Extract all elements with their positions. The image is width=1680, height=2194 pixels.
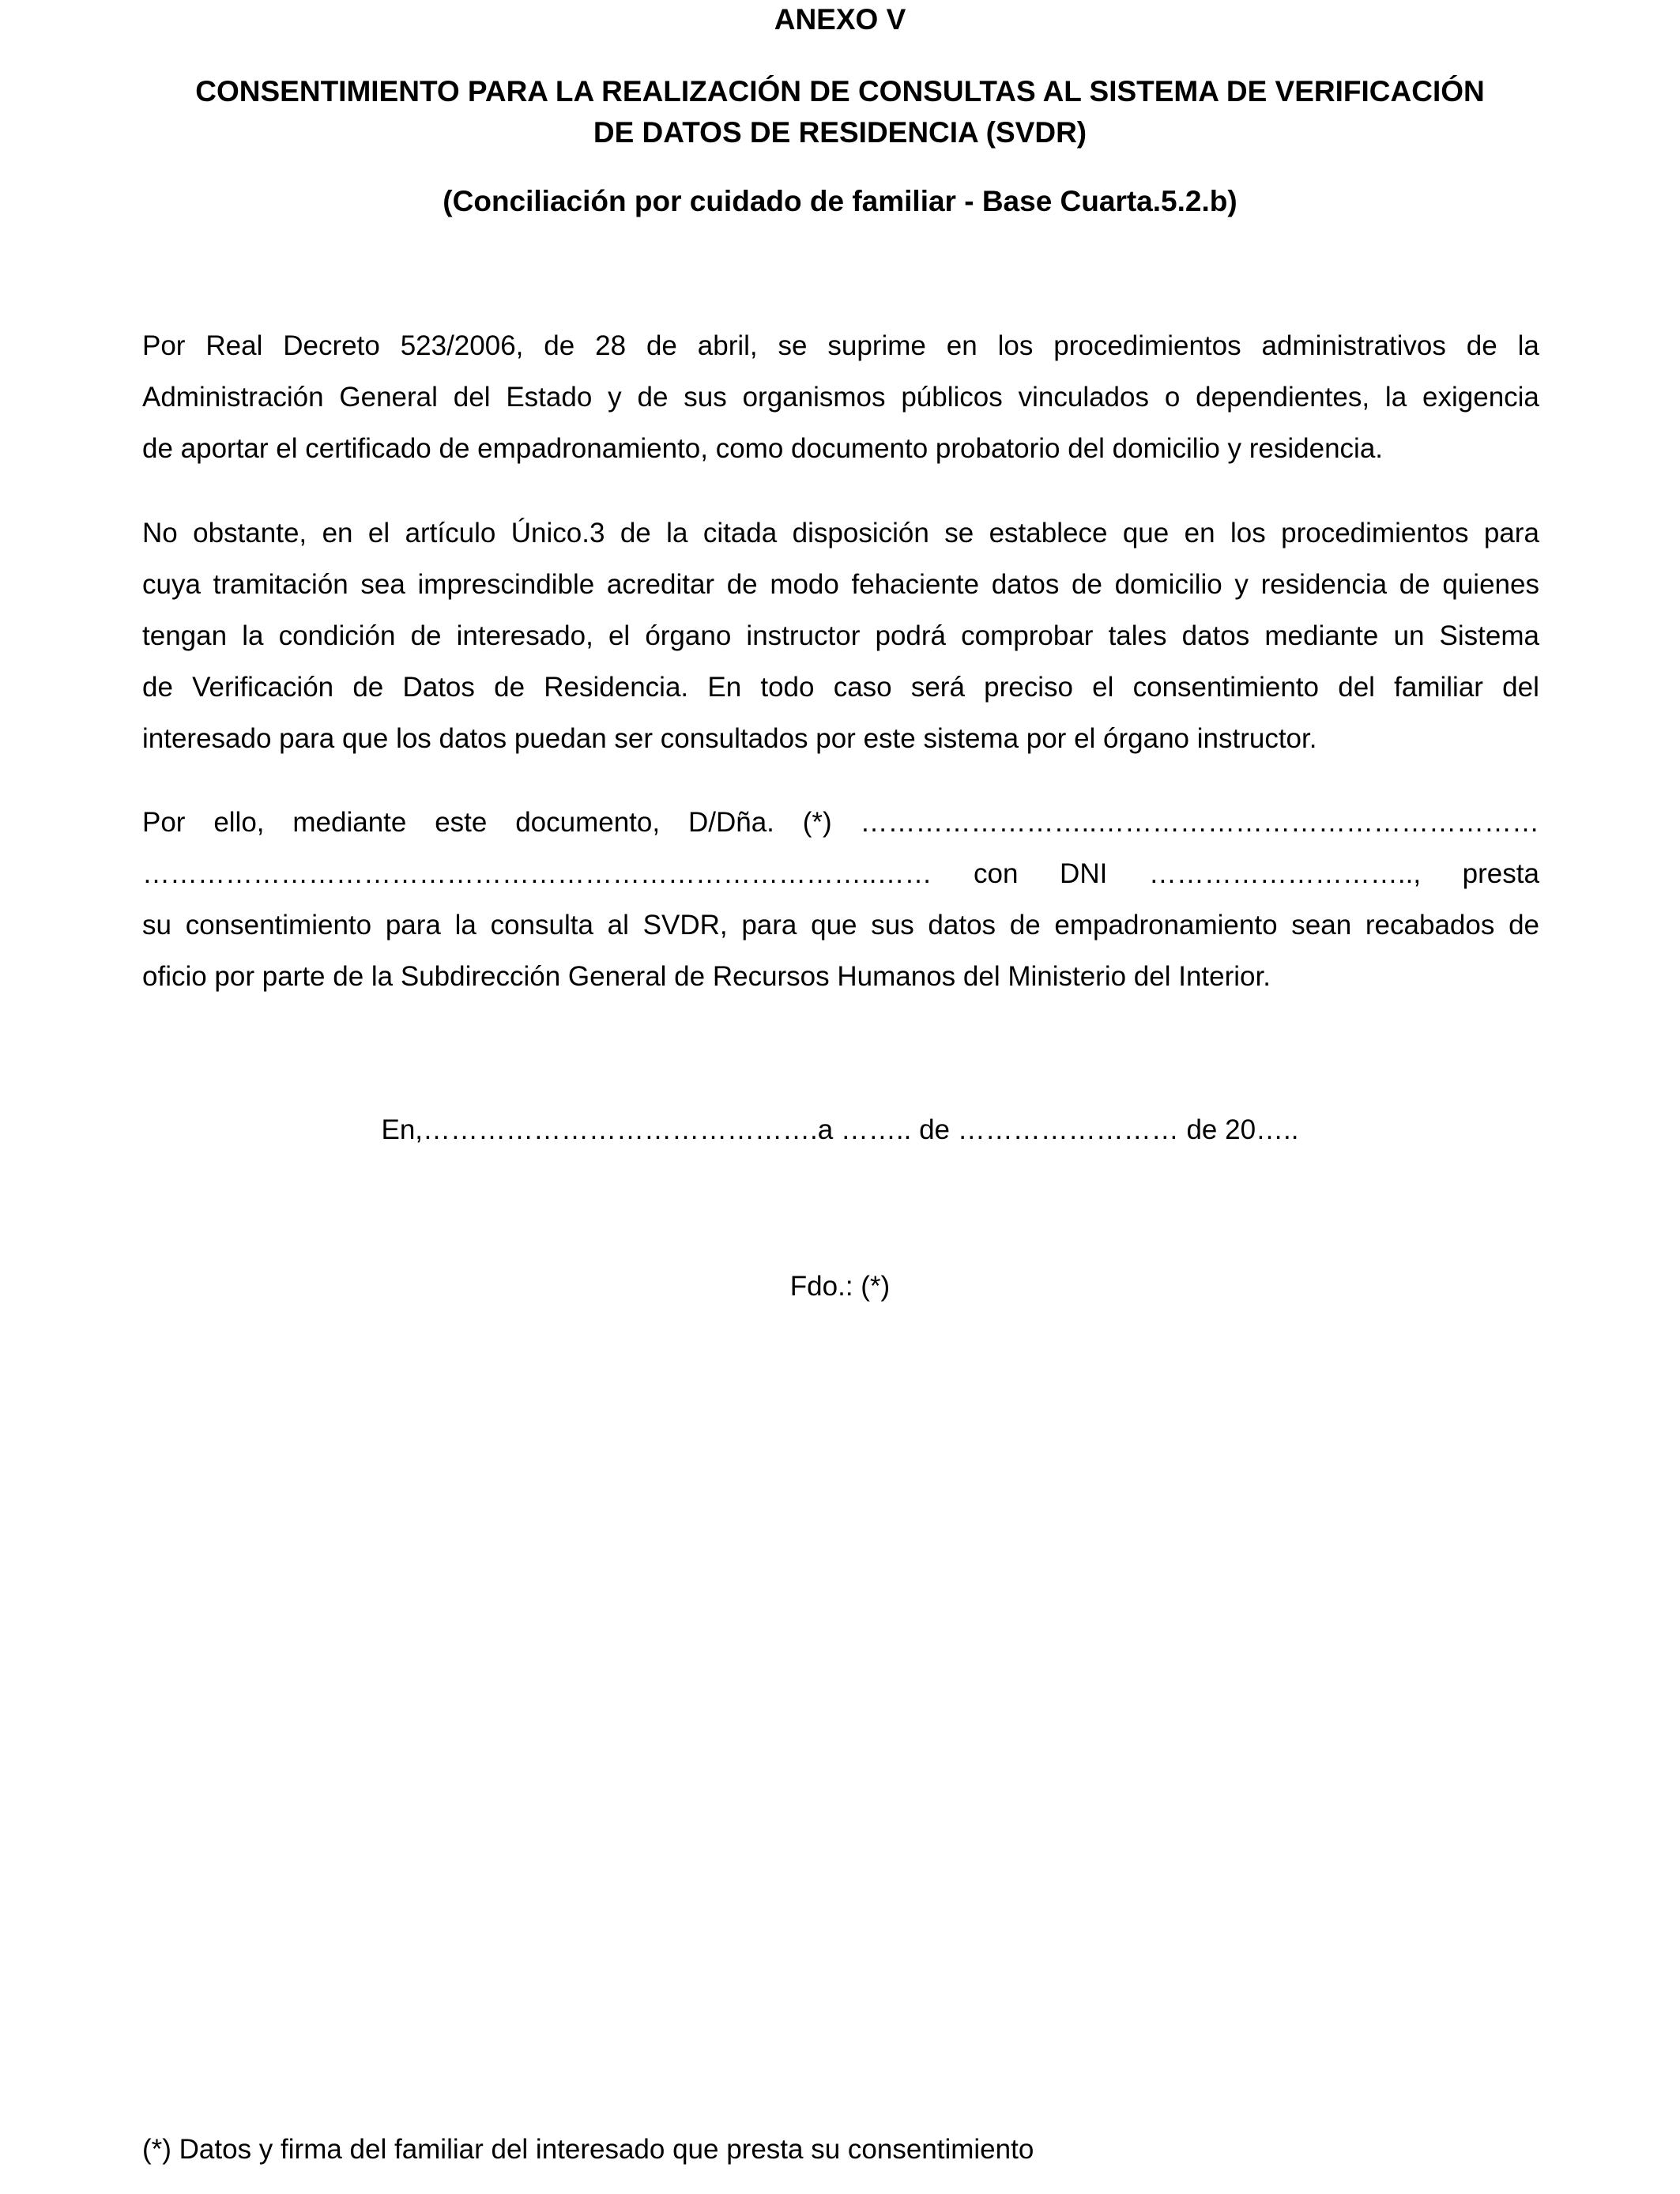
word: la bbox=[1517, 330, 1539, 361]
word: familiar bbox=[1394, 672, 1483, 703]
word: Decreto bbox=[283, 330, 380, 361]
word: el bbox=[1092, 672, 1114, 703]
word: de bbox=[352, 672, 384, 703]
word: de bbox=[726, 569, 758, 600]
word: imprescindible bbox=[417, 569, 595, 600]
word: Único.3 bbox=[510, 518, 605, 548]
word: SVDR, bbox=[642, 910, 728, 941]
document-title bbox=[0, 71, 1680, 153]
word: disposición bbox=[792, 518, 929, 548]
paragraph-line bbox=[142, 320, 1539, 371]
word: y bbox=[1234, 569, 1249, 600]
word: Estado bbox=[506, 382, 593, 413]
word: un bbox=[1393, 620, 1425, 651]
word: residencia bbox=[1260, 569, 1388, 600]
word: se bbox=[944, 518, 974, 548]
word: documento, bbox=[515, 807, 661, 838]
word: del bbox=[1338, 672, 1375, 703]
paragraph-line bbox=[142, 899, 1539, 951]
word: el bbox=[367, 518, 390, 548]
word: ……………………………………………………………………..…… bbox=[142, 858, 932, 889]
document-title-line-2: DE DATOS DE RESIDENCIA (SVDR) bbox=[593, 116, 1087, 149]
paragraph-line bbox=[142, 610, 1539, 662]
word: los bbox=[997, 330, 1034, 361]
word: ello, bbox=[213, 807, 265, 838]
paragraph-line bbox=[142, 507, 1539, 559]
word: establece bbox=[989, 518, 1108, 548]
word: tales bbox=[1108, 620, 1167, 651]
word: preciso bbox=[984, 672, 1073, 703]
word: sus bbox=[684, 382, 727, 413]
word: la bbox=[666, 518, 688, 548]
word: de bbox=[646, 330, 677, 361]
paragraph-line: de aportar el certificado de empadronamiento, como documento probatorio del domicilio y residencia. bbox=[142, 433, 1384, 464]
word: vinculados bbox=[1018, 382, 1149, 413]
word: procedimientos bbox=[1053, 330, 1241, 361]
word: citada bbox=[703, 518, 778, 548]
word: dependientes, bbox=[1196, 382, 1370, 413]
word: Residencia. bbox=[544, 672, 689, 703]
document-subtitle: (Conciliación por cuidado de familiar - Base Cuarta.5.2.b) bbox=[443, 185, 1237, 217]
word: o bbox=[1164, 382, 1181, 413]
word: empadronamiento bbox=[1054, 910, 1278, 941]
word: con bbox=[974, 858, 1019, 889]
word: de bbox=[1509, 910, 1539, 941]
word: que bbox=[811, 910, 857, 941]
word: artículo bbox=[405, 518, 496, 548]
word: en bbox=[322, 518, 353, 548]
word: No bbox=[142, 518, 178, 548]
word: en bbox=[1184, 518, 1215, 548]
word: Datos bbox=[402, 672, 475, 703]
word: Por bbox=[142, 330, 186, 361]
word: caso bbox=[833, 672, 892, 703]
word: datos bbox=[991, 569, 1060, 600]
word: de bbox=[142, 672, 173, 703]
word: D/Dña. bbox=[687, 807, 774, 838]
word: tengan bbox=[142, 620, 228, 651]
word: para bbox=[741, 910, 797, 941]
word: y bbox=[608, 382, 622, 413]
paragraph-consent bbox=[142, 797, 1539, 1002]
word: Sistema bbox=[1439, 620, 1539, 651]
word: los bbox=[1230, 518, 1266, 548]
word: mediante bbox=[1264, 620, 1379, 651]
word: sean bbox=[1291, 910, 1352, 941]
word: acreditar bbox=[606, 569, 715, 600]
word: este bbox=[435, 807, 488, 838]
word: cuya bbox=[142, 569, 201, 600]
word: la bbox=[1384, 382, 1407, 413]
word: obstante, bbox=[193, 518, 307, 548]
word: mediante bbox=[292, 807, 407, 838]
word: En bbox=[707, 672, 742, 703]
word: interesado, bbox=[456, 620, 593, 651]
word: abril, bbox=[697, 330, 758, 361]
word: el bbox=[608, 620, 631, 651]
word: exigencia bbox=[1422, 382, 1539, 413]
word: recabados bbox=[1365, 910, 1495, 941]
word: de bbox=[410, 620, 442, 651]
signature-line: Fdo.: (*) bbox=[789, 1271, 891, 1302]
word: condición bbox=[278, 620, 396, 651]
paragraph-line bbox=[142, 797, 1539, 848]
paragraph-line: interesado para que los datos puedan ser consultados por este sistema por el órgano instructor. bbox=[142, 723, 1317, 754]
word: suprime bbox=[827, 330, 926, 361]
word: General bbox=[339, 382, 438, 413]
word: en bbox=[946, 330, 977, 361]
word: la bbox=[454, 910, 477, 941]
word: datos bbox=[928, 910, 996, 941]
word: Administración bbox=[142, 382, 324, 413]
word: procedimientos bbox=[1281, 518, 1469, 548]
word: órgano bbox=[645, 620, 732, 651]
word: quienes bbox=[1442, 569, 1539, 600]
word: de bbox=[620, 518, 651, 548]
paragraph-line bbox=[142, 848, 1539, 899]
word: 28 bbox=[595, 330, 627, 361]
word: domicilio bbox=[1114, 569, 1222, 600]
word: públicos bbox=[901, 382, 1003, 413]
word: consentimiento bbox=[1132, 672, 1320, 703]
word: comprobar bbox=[961, 620, 1094, 651]
word: datos bbox=[1181, 620, 1250, 651]
word: de bbox=[494, 672, 525, 703]
word: Por bbox=[142, 807, 186, 838]
paragraph-real-decreto bbox=[142, 320, 1539, 474]
word: al bbox=[607, 910, 629, 941]
word: del bbox=[453, 382, 491, 413]
word: Real bbox=[205, 330, 263, 361]
word: consulta bbox=[490, 910, 593, 941]
word: modo bbox=[770, 569, 839, 600]
word: de bbox=[544, 330, 575, 361]
word: todo bbox=[760, 672, 815, 703]
paragraph-line bbox=[142, 371, 1539, 423]
word: la bbox=[242, 620, 264, 651]
word: 523/2006, bbox=[400, 330, 524, 361]
place-and-date-line: En,…………………………………….a …….. de …………………… de 20….. bbox=[381, 1114, 1299, 1145]
word: podrá bbox=[875, 620, 947, 651]
word: ……………………….., bbox=[1148, 858, 1422, 889]
word: se bbox=[778, 330, 808, 361]
word: de bbox=[1009, 910, 1041, 941]
word: ……………………..………………………………………… bbox=[860, 807, 1539, 838]
word: de bbox=[1072, 569, 1102, 600]
word: presta bbox=[1462, 858, 1539, 889]
word: DNI bbox=[1060, 858, 1108, 889]
word: administrativos bbox=[1261, 330, 1446, 361]
word: tramitación bbox=[213, 569, 348, 600]
paragraph-line: oficio por parte de la Subdirección General de Recursos Humanos del Ministerio del Interior. bbox=[142, 961, 1271, 992]
word: consentimiento bbox=[185, 910, 372, 941]
word: de bbox=[1466, 330, 1497, 361]
word: de bbox=[637, 382, 669, 413]
word: organismos bbox=[742, 382, 886, 413]
footnote: (*) Datos y firma del familiar del interesado que presta su consentimiento bbox=[142, 2134, 1034, 2165]
word: sus bbox=[871, 910, 914, 941]
word: su bbox=[142, 910, 171, 941]
word: instructor bbox=[746, 620, 861, 651]
word: que bbox=[1122, 518, 1170, 548]
word: sea bbox=[360, 569, 405, 600]
paragraph-line bbox=[142, 662, 1539, 713]
word: (*) bbox=[802, 807, 832, 838]
word: del bbox=[1502, 672, 1539, 703]
annex-title: ANEXO V bbox=[774, 3, 906, 36]
word: será bbox=[910, 672, 965, 703]
paragraph-no-obstante bbox=[142, 507, 1539, 764]
word: de bbox=[1399, 569, 1430, 600]
word: para bbox=[385, 910, 441, 941]
paragraph-line bbox=[142, 559, 1539, 610]
word: Verificación bbox=[192, 672, 334, 703]
word: fehaciente bbox=[851, 569, 980, 600]
document-title-line-1: CONSENTIMIENTO PARA LA REALIZACIÓN DE CONSULTAS AL SISTEMA DE VERIFICACIÓN bbox=[195, 75, 1485, 107]
word: para bbox=[1483, 518, 1539, 548]
